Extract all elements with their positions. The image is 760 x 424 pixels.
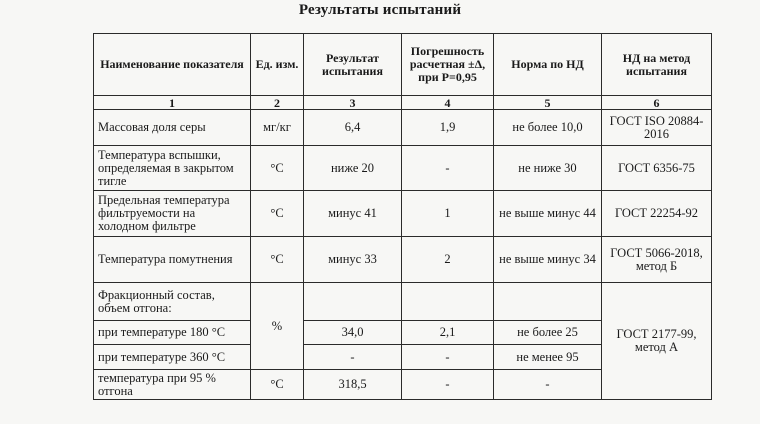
row-norm: не менее 95: [494, 345, 602, 370]
header-norm: Норма по НД: [494, 34, 602, 96]
row-unit: °С: [251, 237, 304, 283]
table-row: [94, 146, 712, 191]
row-error: 1: [402, 191, 494, 237]
row-error: 1,9: [402, 110, 494, 146]
header-unit: Ед. изм.: [251, 34, 304, 96]
header-row: [94, 34, 712, 96]
row-result: -: [304, 345, 402, 370]
row-norm: не выше минус 44: [494, 191, 602, 237]
row-name: Температура вспышки, определяемая в закрытом тигле: [94, 146, 251, 191]
row-unit: мг/кг: [251, 110, 304, 146]
empty-cell: [402, 283, 494, 321]
row-result: минус 33: [304, 237, 402, 283]
row-method: ГОСТ 6356-75: [602, 146, 712, 191]
column-number: 3: [304, 96, 402, 110]
row-norm: -: [494, 370, 602, 400]
table-row-group-label: [94, 283, 712, 321]
row-norm: не ниже 30: [494, 146, 602, 191]
row-name: температура при 95 % отгона: [94, 370, 251, 400]
row-result: 318,5: [304, 370, 402, 400]
row-result: ниже 20: [304, 146, 402, 191]
fraction-group-label: Фракционный состав, объем отгона:: [94, 283, 251, 321]
column-number: 6: [602, 96, 712, 110]
header-result: Результат испытания: [304, 34, 402, 96]
row-unit: °С: [251, 146, 304, 191]
fraction-unit-celsius: °С: [251, 370, 304, 400]
table-row: [94, 237, 712, 283]
row-result: минус 41: [304, 191, 402, 237]
fraction-method: ГОСТ 2177-99, метод А: [602, 283, 712, 400]
row-method: ГОСТ 5066-2018, метод Б: [602, 237, 712, 283]
fraction-unit-percent: %: [251, 283, 304, 370]
row-norm: не выше минус 34: [494, 237, 602, 283]
column-number: 5: [494, 96, 602, 110]
row-error: -: [402, 345, 494, 370]
row-error: 2: [402, 237, 494, 283]
row-name: при температуре 360 °С: [94, 345, 251, 370]
row-norm: не более 25: [494, 321, 602, 345]
row-unit: °С: [251, 191, 304, 237]
row-error: -: [402, 146, 494, 191]
empty-cell: [304, 283, 402, 321]
empty-cell: [494, 283, 602, 321]
column-number: 2: [251, 96, 304, 110]
table-row: [94, 110, 712, 146]
header-name: Наименование показателя: [94, 34, 251, 96]
row-error: 2,1: [402, 321, 494, 345]
row-method: ГОСТ ISO 20884-2016: [602, 110, 712, 146]
test-results-table: [93, 33, 712, 400]
column-number: 1: [94, 96, 251, 110]
row-norm: не более 10,0: [494, 110, 602, 146]
row-error: -: [402, 370, 494, 400]
column-number: 4: [402, 96, 494, 110]
page-title: Результаты испытаний: [298, 2, 462, 18]
row-name: Массовая доля серы: [94, 110, 251, 146]
row-method: ГОСТ 22254-92: [602, 191, 712, 237]
row-name: Предельная температура фильтруемости на холодном фильтре: [94, 191, 251, 237]
header-error: Погрешность расчетная ±Δ, при P=0,95: [402, 34, 494, 96]
header-method: НД на метод испытания: [602, 34, 712, 96]
row-name: Температура помутнения: [94, 237, 251, 283]
row-name: при температуре 180 °С: [94, 321, 251, 345]
row-result: 6,4: [304, 110, 402, 146]
column-number-row: [94, 96, 712, 110]
row-result: 34,0: [304, 321, 402, 345]
table-row: [94, 191, 712, 237]
